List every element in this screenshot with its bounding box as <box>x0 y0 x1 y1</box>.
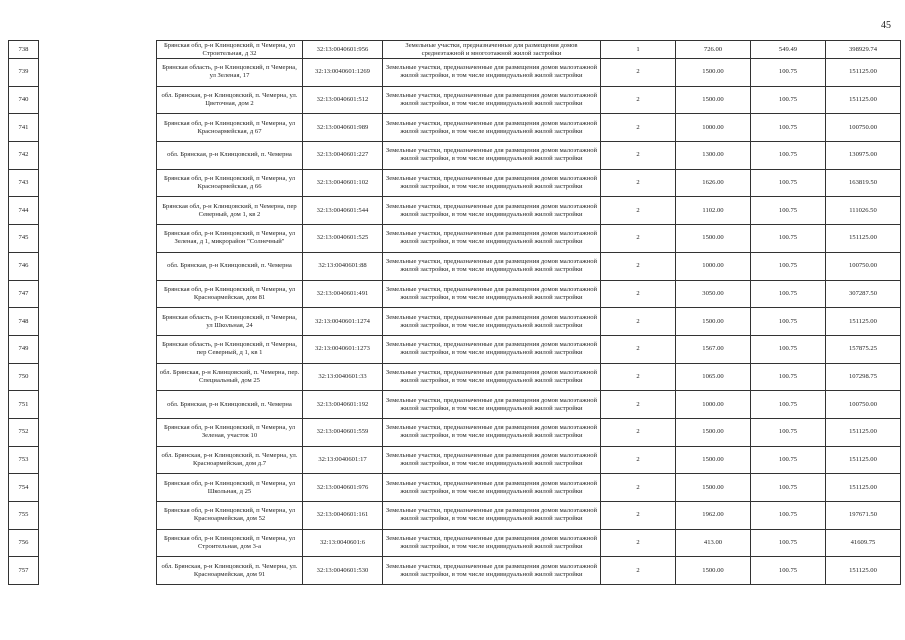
cadastral-value-table <box>8 40 901 585</box>
specific-value-cell: 100.75 <box>751 280 826 308</box>
area-cell: 1962.00 <box>676 502 751 530</box>
land-use-purpose-cell: Земельные участки, предназначенные для размещения домов малоэтажной жилой застройки, в том числе индивидуальной жилой застройки <box>383 418 601 446</box>
spacer-cell <box>39 114 157 142</box>
cadastral-number-cell: 32:13:0040601:530 <box>303 557 383 585</box>
area-cell: 1300.00 <box>676 142 751 170</box>
address-cell: Брянская обл, р-н Клинцовский, п Чемерна, ул Красноармейская, дом 52 <box>157 502 303 530</box>
table-row <box>9 474 901 502</box>
spacer-cell <box>39 225 157 253</box>
table-row <box>9 335 901 363</box>
cadastral-value-cell: 100750.00 <box>826 114 901 142</box>
land-use-purpose-cell: Земельные участки, предназначенные для размещения домов малоэтажной жилой застройки, в том числе индивидуальной жилой застройки <box>383 142 601 170</box>
spacer-cell <box>39 308 157 336</box>
table-row <box>9 114 901 142</box>
area-cell: 1626.00 <box>676 169 751 197</box>
land-use-purpose-cell: Земельные участки, предназначенные для размещения домов малоэтажной жилой застройки, в том числе индивидуальной жилой застройки <box>383 502 601 530</box>
area-cell: 1500.00 <box>676 59 751 87</box>
cadastral-number-cell: 32:13:0040601:976 <box>303 474 383 502</box>
row-number: 744 <box>9 197 39 225</box>
spacer-cell <box>39 197 157 225</box>
specific-value-cell: 100.75 <box>751 474 826 502</box>
cadastral-value-cell: 151125.00 <box>826 418 901 446</box>
cadastral-value-cell: 163819.50 <box>826 169 901 197</box>
address-cell: Брянская область, р-н Клинцовский, п Чемерна, ул Зеленая, 17 <box>157 59 303 87</box>
row-number: 742 <box>9 142 39 170</box>
cadastral-number-cell: 32:13:0040601:161 <box>303 502 383 530</box>
address-cell: Брянская область, р-н Клинцовский, п Чемерна, пер Северный, д 1, кв 1 <box>157 335 303 363</box>
specific-value-cell: 100.75 <box>751 335 826 363</box>
specific-value-cell: 100.75 <box>751 446 826 474</box>
spacer-cell <box>39 41 157 59</box>
table-row <box>9 308 901 336</box>
area-cell: 1500.00 <box>676 557 751 585</box>
land-use-purpose-cell: Земельные участки, предназначенные для размещения домов малоэтажной жилой застройки, в том числе индивидуальной жилой застройки <box>383 557 601 585</box>
specific-value-cell: 100.75 <box>751 502 826 530</box>
row-number: 743 <box>9 169 39 197</box>
specific-value-cell: 100.75 <box>751 308 826 336</box>
table-row <box>9 142 901 170</box>
row-number: 754 <box>9 474 39 502</box>
land-use-purpose-cell: Земельные участки, предназначенные для размещения домов малоэтажной жилой застройки, в том числе индивидуальной жилой застройки <box>383 59 601 87</box>
specific-value-cell: 100.75 <box>751 418 826 446</box>
group-cell: 2 <box>601 446 676 474</box>
land-use-purpose-cell: Земельные участки, предназначенные для размещения домов малоэтажной жилой застройки, в том числе индивидуальной жилой застройки <box>383 363 601 391</box>
specific-value-cell: 100.75 <box>751 529 826 557</box>
cadastral-number-cell: 32:13:0040601:102 <box>303 169 383 197</box>
cadastral-value-cell: 151125.00 <box>826 86 901 114</box>
land-use-purpose-cell: Земельные участки, предназначенные для размещения домов среднеэтажной и многоэтажной жилой застройки <box>383 41 601 59</box>
cadastral-value-cell: 398929.74 <box>826 41 901 59</box>
group-cell: 2 <box>601 114 676 142</box>
cadastral-value-cell: 151125.00 <box>826 474 901 502</box>
cadastral-number-cell: 32:13:0040601:17 <box>303 446 383 474</box>
table-row <box>9 391 901 419</box>
land-use-purpose-cell: Земельные участки, предназначенные для размещения домов малоэтажной жилой застройки, в том числе индивидуальной жилой застройки <box>383 252 601 280</box>
address-cell: Брянская обл, р-н Клинцовский, п Чемерна, ул Красноармейская, д 67 <box>157 114 303 142</box>
cadastral-value-cell: 100750.00 <box>826 391 901 419</box>
area-cell: 1000.00 <box>676 252 751 280</box>
cadastral-value-cell: 151125.00 <box>826 59 901 87</box>
address-cell: Брянская обл, р-н Клинцовский, п Чемерна, ул Красноармейская, дом 81 <box>157 280 303 308</box>
spacer-cell <box>39 391 157 419</box>
land-use-purpose-cell: Земельные участки, предназначенные для размещения домов малоэтажной жилой застройки, в том числе индивидуальной жилой застройки <box>383 391 601 419</box>
row-number: 751 <box>9 391 39 419</box>
group-cell: 2 <box>601 502 676 530</box>
row-number: 747 <box>9 280 39 308</box>
cadastral-number-cell: 32:13:0040601:33 <box>303 363 383 391</box>
group-cell: 2 <box>601 335 676 363</box>
group-cell: 2 <box>601 197 676 225</box>
spacer-cell <box>39 502 157 530</box>
address-cell: Брянская обл, р-н Клинцовский, п Чемерна, пер Северный, дом 1, кв 2 <box>157 197 303 225</box>
specific-value-cell: 100.75 <box>751 114 826 142</box>
land-use-purpose-cell: Земельные участки, предназначенные для размещения домов малоэтажной жилой застройки, в том числе индивидуальной жилой застройки <box>383 197 601 225</box>
row-number: 739 <box>9 59 39 87</box>
spacer-cell <box>39 169 157 197</box>
address-cell: обл. Брянская, р-н Клинцовский, п. Чемерна <box>157 252 303 280</box>
page-number: 45 <box>881 20 891 31</box>
specific-value-cell: 100.75 <box>751 86 826 114</box>
group-cell: 2 <box>601 363 676 391</box>
spacer-cell <box>39 142 157 170</box>
row-number: 738 <box>9 41 39 59</box>
land-use-purpose-cell: Земельные участки, предназначенные для размещения домов малоэтажной жилой застройки, в том числе индивидуальной жилой застройки <box>383 529 601 557</box>
cadastral-value-cell: 157875.25 <box>826 335 901 363</box>
area-cell: 1065.00 <box>676 363 751 391</box>
area-cell: 1000.00 <box>676 114 751 142</box>
cadastral-value-cell: 151125.00 <box>826 557 901 585</box>
cadastral-number-cell: 32:13:0040601:192 <box>303 391 383 419</box>
land-use-purpose-cell: Земельные участки, предназначенные для размещения домов малоэтажной жилой застройки, в том числе индивидуальной жилой застройки <box>383 169 601 197</box>
address-cell: Брянская обл, р-н Клинцовский, п Чемерна, ул Школьная, д 25 <box>157 474 303 502</box>
table-row <box>9 502 901 530</box>
table-row <box>9 59 901 87</box>
specific-value-cell: 100.75 <box>751 225 826 253</box>
group-cell: 2 <box>601 557 676 585</box>
area-cell: 1500.00 <box>676 418 751 446</box>
group-cell: 2 <box>601 391 676 419</box>
land-use-purpose-cell: Земельные участки, предназначенные для размещения домов малоэтажной жилой застройки, в том числе индивидуальной жилой застройки <box>383 446 601 474</box>
land-use-purpose-cell: Земельные участки, предназначенные для размещения домов малоэтажной жилой застройки, в том числе индивидуальной жилой застройки <box>383 335 601 363</box>
table-row <box>9 225 901 253</box>
group-cell: 2 <box>601 86 676 114</box>
row-number: 745 <box>9 225 39 253</box>
group-cell: 2 <box>601 308 676 336</box>
table-row <box>9 197 901 225</box>
address-cell: Брянская обл, р-н Клинцовский, п Чемерна, ул Красноармейская, д 66 <box>157 169 303 197</box>
group-cell: 2 <box>601 280 676 308</box>
cadastral-value-cell: 151125.00 <box>826 225 901 253</box>
spacer-cell <box>39 280 157 308</box>
cadastral-value-cell: 197671.50 <box>826 502 901 530</box>
address-cell: обл. Брянская, р-н Клинцовский, п. Чемерна, ул. Красноармейская, дом 91 <box>157 557 303 585</box>
area-cell: 1500.00 <box>676 225 751 253</box>
area-cell: 1500.00 <box>676 308 751 336</box>
cadastral-value-cell: 100750.00 <box>826 252 901 280</box>
cadastral-number-cell: 32:13:0040601:525 <box>303 225 383 253</box>
spacer-cell <box>39 252 157 280</box>
spacer-cell <box>39 335 157 363</box>
spacer-cell <box>39 59 157 87</box>
area-cell: 1500.00 <box>676 474 751 502</box>
cadastral-value-cell: 151125.00 <box>826 446 901 474</box>
specific-value-cell: 100.75 <box>751 557 826 585</box>
table-body <box>9 41 901 585</box>
cadastral-number-cell: 32:13:0040601:1269 <box>303 59 383 87</box>
spacer-cell <box>39 418 157 446</box>
cadastral-value-cell: 107298.75 <box>826 363 901 391</box>
group-cell: 2 <box>601 225 676 253</box>
cadastral-number-cell: 32:13:0040601:1274 <box>303 308 383 336</box>
table-row <box>9 529 901 557</box>
specific-value-cell: 549.49 <box>751 41 826 59</box>
land-use-purpose-cell: Земельные участки, предназначенные для размещения домов малоэтажной жилой застройки, в том числе индивидуальной жилой застройки <box>383 225 601 253</box>
spacer-cell <box>39 529 157 557</box>
land-use-purpose-cell: Земельные участки, предназначенные для размещения домов малоэтажной жилой застройки, в том числе индивидуальной жилой застройки <box>383 280 601 308</box>
row-number: 748 <box>9 308 39 336</box>
group-cell: 2 <box>601 418 676 446</box>
area-cell: 1500.00 <box>676 446 751 474</box>
cadastral-value-cell: 130975.00 <box>826 142 901 170</box>
spacer-cell <box>39 86 157 114</box>
row-number: 757 <box>9 557 39 585</box>
area-cell: 1102.00 <box>676 197 751 225</box>
spacer-cell <box>39 557 157 585</box>
area-cell: 726.00 <box>676 41 751 59</box>
row-number: 753 <box>9 446 39 474</box>
row-number: 756 <box>9 529 39 557</box>
area-cell: 413.00 <box>676 529 751 557</box>
cadastral-value-cell: 151125.00 <box>826 308 901 336</box>
row-number: 741 <box>9 114 39 142</box>
group-cell: 2 <box>601 474 676 502</box>
cadastral-number-cell: 32:13:0040601:989 <box>303 114 383 142</box>
area-cell: 1000.00 <box>676 391 751 419</box>
address-cell: Брянская обл, р-н Клинцовский, п Чемерна, ул Зеленая, д 1, микрорайон "Солнечный" <box>157 225 303 253</box>
specific-value-cell: 100.75 <box>751 197 826 225</box>
table-row <box>9 86 901 114</box>
spacer-cell <box>39 446 157 474</box>
land-use-purpose-cell: Земельные участки, предназначенные для размещения домов малоэтажной жилой застройки, в том числе индивидуальной жилой застройки <box>383 474 601 502</box>
cadastral-value-cell: 307287.50 <box>826 280 901 308</box>
table-row <box>9 169 901 197</box>
specific-value-cell: 100.75 <box>751 142 826 170</box>
group-cell: 2 <box>601 169 676 197</box>
specific-value-cell: 100.75 <box>751 169 826 197</box>
table-row <box>9 446 901 474</box>
specific-value-cell: 100.75 <box>751 59 826 87</box>
address-cell: Брянская обл, р-н Клинцовский, п Чемерна, ул Строительная, д 32 <box>157 41 303 59</box>
cadastral-number-cell: 32:13:0040601:6 <box>303 529 383 557</box>
cadastral-value-cell: 41609.75 <box>826 529 901 557</box>
row-number: 752 <box>9 418 39 446</box>
table-row <box>9 280 901 308</box>
land-use-purpose-cell: Земельные участки, предназначенные для размещения домов малоэтажной жилой застройки, в том числе индивидуальной жилой застройки <box>383 114 601 142</box>
table-row <box>9 418 901 446</box>
specific-value-cell: 100.75 <box>751 363 826 391</box>
cadastral-number-cell: 32:13:0040601:559 <box>303 418 383 446</box>
spacer-cell <box>39 474 157 502</box>
specific-value-cell: 100.75 <box>751 252 826 280</box>
address-cell: обл. Брянская, р-н Клинцовский, п. Чемерна <box>157 391 303 419</box>
area-cell: 1500.00 <box>676 86 751 114</box>
group-cell: 2 <box>601 59 676 87</box>
cadastral-number-cell: 32:13:0040601:512 <box>303 86 383 114</box>
row-number: 746 <box>9 252 39 280</box>
cadastral-number-cell: 32:13:0040601:88 <box>303 252 383 280</box>
table-row <box>9 557 901 585</box>
cadastral-number-cell: 32:13:0040601:1273 <box>303 335 383 363</box>
address-cell: обл. Брянская, р-н Клинцовский, п. Чемерна, ул. Красноармейская, дом д.7 <box>157 446 303 474</box>
group-cell: 2 <box>601 252 676 280</box>
address-cell: обл. Брянская, р-н Клинцовский, п. Чемерна, ул. Цветочная, дом 2 <box>157 86 303 114</box>
cadastral-number-cell: 32:13:0040601:544 <box>303 197 383 225</box>
land-use-purpose-cell: Земельные участки, предназначенные для размещения домов малоэтажной жилой застройки, в том числе индивидуальной жилой застройки <box>383 86 601 114</box>
group-cell: 2 <box>601 142 676 170</box>
area-cell: 3050.00 <box>676 280 751 308</box>
address-cell: Брянская область, р-н Клинцовский, п Чемерна, ул Школьная, 24 <box>157 308 303 336</box>
address-cell: обл. Брянская, р-н Клинцовский, п. Чемерна, пер. Специальный, дом 25 <box>157 363 303 391</box>
table-row <box>9 363 901 391</box>
row-number: 750 <box>9 363 39 391</box>
address-cell: обл. Брянская, р-н Клинцовский, п. Чемерна <box>157 142 303 170</box>
row-number: 740 <box>9 86 39 114</box>
group-cell: 1 <box>601 41 676 59</box>
cadastral-number-cell: 32:13:0040601:491 <box>303 280 383 308</box>
table-row <box>9 41 901 59</box>
spacer-cell <box>39 363 157 391</box>
table-row <box>9 252 901 280</box>
row-number: 755 <box>9 502 39 530</box>
address-cell: Брянская обл, р-н Клинцовский, п Чемерна, ул Зеленая, участок 10 <box>157 418 303 446</box>
area-cell: 1567.00 <box>676 335 751 363</box>
specific-value-cell: 100.75 <box>751 391 826 419</box>
cadastral-value-cell: 111026.50 <box>826 197 901 225</box>
group-cell: 2 <box>601 529 676 557</box>
row-number: 749 <box>9 335 39 363</box>
address-cell: Брянская обл, р-н Клинцовский, п Чемерна, ул Строительная, дом 3-а <box>157 529 303 557</box>
land-use-purpose-cell: Земельные участки, предназначенные для размещения домов малоэтажной жилой застройки, в том числе индивидуальной жилой застройки <box>383 308 601 336</box>
cadastral-number-cell: 32:13:0040601:956 <box>303 41 383 59</box>
cadastral-number-cell: 32:13:0040601:227 <box>303 142 383 170</box>
